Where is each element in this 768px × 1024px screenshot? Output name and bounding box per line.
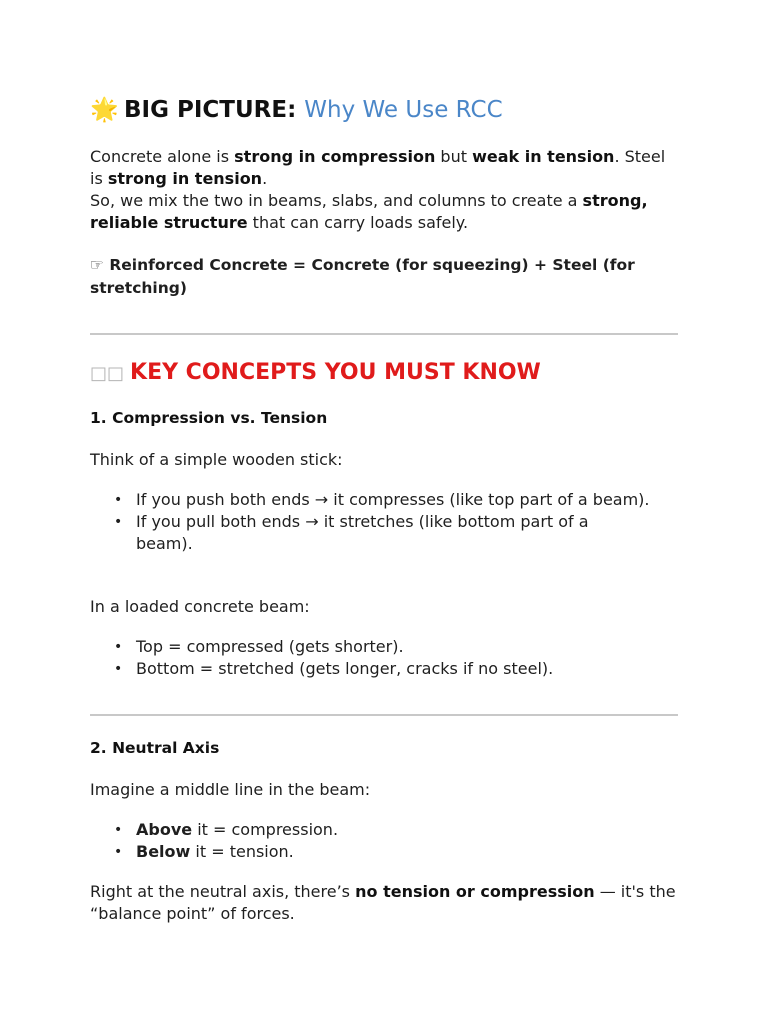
list-item: • If you push both ends → it compresses (like top part of a beam). [114,490,650,509]
key-concepts-title: KEY CONCEPTS YOU MUST KNOW [130,360,541,385]
stick-bullet-list [90,489,650,555]
beam-bullet-list [90,636,650,680]
list-item: • Above it = compression. [114,820,339,839]
list-item-text: Top = compressed (gets shorter). [136,637,404,656]
text-run: Right at the neutral axis, there’s [90,882,356,901]
callout-text: Reinforced Concrete = Concrete (for squeezing) + Steel (for stretching) [90,256,635,297]
heading-accent: Why We Use RCC [304,97,503,123]
bold-run: strong in tension [107,169,263,188]
list-item: • Top = compressed (gets shorter). [114,637,404,656]
rcc-definition-callout [90,254,650,300]
list-item-text: it = tension. [190,842,294,861]
pointing-hand-icon: ☞ [90,256,104,274]
intro-paragraph [90,146,680,234]
list-item-text: Bottom = stretched (gets longer, cracks if no steel). [136,659,554,678]
text-run: Concrete alone is [90,147,235,166]
text-run: — it's the “balance point” of forces. [90,882,676,923]
list-item-text: it = compression. [192,820,339,839]
divider [90,333,678,335]
text-run: that can carry loads safely. [247,213,469,232]
list-item-bold: Above [136,820,193,839]
neutral-axis-bullet-list [90,819,650,863]
list-item: • If you pull both ends → it stretches (like bottom part of a beam). [114,512,589,553]
bold-run: no tension or compression [355,882,595,901]
text-run: but [435,147,473,166]
list-item: • Bottom = stretched (gets longer, cracks if no steel). [114,659,554,678]
list-item-text: If you pull both ends → it stretches (like bottom part of a beam). [136,512,589,553]
sun-emoji-icon: 🌟 [90,97,119,123]
text-run: . [262,169,268,188]
section-heading-neutral-axis: 2. Neutral Axis [90,739,220,757]
heading-label: BIG PICTURE: [124,97,297,123]
section1-intro: Think of a simple wooden stick: [90,450,343,469]
section1-intro2: In a loaded concrete beam: [90,597,310,616]
big-picture-heading [90,96,503,123]
text-run: So, we mix the two in beams, slabs, and columns to create a [90,191,583,210]
bold-run: strong, reliable structure [90,191,648,232]
list-item: • Below it = tension. [114,842,294,861]
section2-intro: Imagine a middle line in the beam: [90,780,371,799]
text-run: . Steel is [90,147,666,188]
bold-run: weak in tension [472,147,615,166]
list-item-text: If you push both ends → it compresses (like top part of a beam). [136,490,650,509]
divider [90,714,678,716]
section-heading-compression-tension: 1. Compression vs. Tension [90,409,328,427]
bold-run: strong in compression [234,147,436,166]
missing-glyph-icon: □□ [90,363,125,384]
neutral-axis-closing [90,881,680,925]
key-concepts-heading [90,360,541,385]
list-item-bold: Below [136,842,191,861]
